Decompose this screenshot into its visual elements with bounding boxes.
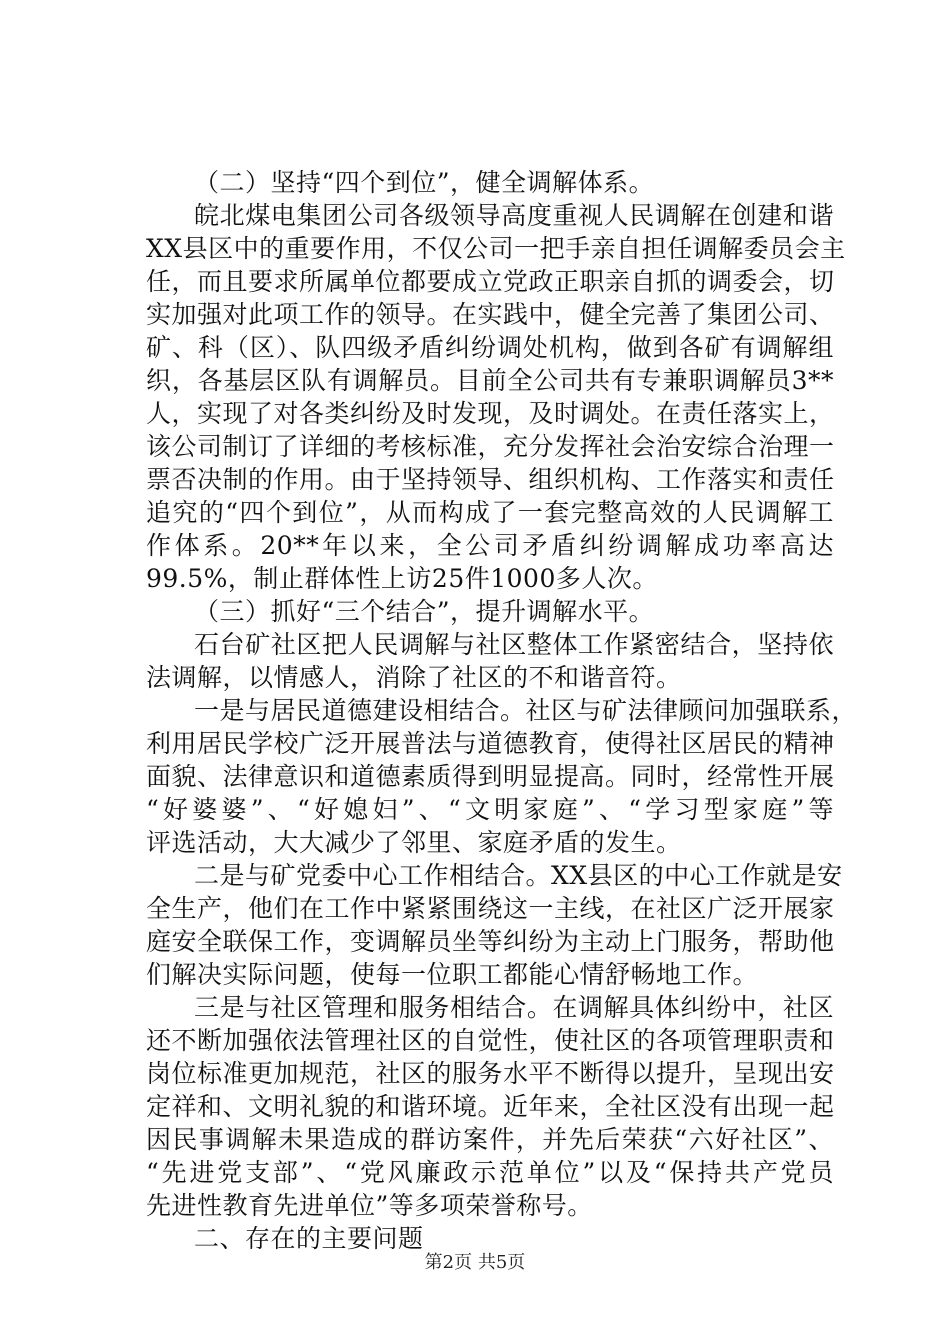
text-line: 评选活动，大大减少了邻里、家庭矛盾的发生。: [146, 828, 682, 857]
text-line: “好婆婆”、“好媳妇”、“文明家庭”、“学习型家庭”等: [146, 795, 834, 824]
text-line: 一是与居民道德建设相结合。社区与矿法律顾问加强联系，: [194, 696, 858, 725]
text-line: 矿、科（区）、队四级矛盾纠纷调处机构，做到各矿有调解组: [146, 333, 834, 362]
text-line: 石台矿社区把人民调解与社区整体工作紧密结合，坚持依: [194, 630, 834, 659]
text-line: 法调解，以情感人，消除了社区的不和谐音符。: [146, 663, 682, 692]
text-line: 织，各基层区队有调解员。目前全公司共有专兼职调解员3**: [146, 366, 834, 395]
page-footer: 第2页 共5页: [424, 1252, 526, 1273]
text-line: 皖北煤电集团公司各级领导高度重视人民调解在创建和谐: [194, 201, 834, 230]
document-body: [146, 166, 858, 1255]
text-line: 庭安全联保工作，变调解员坐等纠纷为主动上门服务，帮助他: [146, 927, 835, 956]
text-line: 99.5%，制止群体性上访25件1000多人次。: [146, 564, 658, 593]
text-line: 面貌、法律意识和道德素质得到明显提高。同时，经常性开展: [146, 762, 835, 791]
text-line: 岗位标准更加规范，社区的服务水平不断得以提升，呈现出安: [146, 1059, 835, 1088]
text-line: 追究的“四个到位”，从而构成了一套完整高效的人民调解工: [146, 498, 834, 527]
text-line: 定祥和、文明礼貌的和谐环境。近年来，全社区没有出现一起: [146, 1092, 835, 1121]
text-line: 利用居民学校广泛开展普法与道德教育，使得社区居民的精神: [146, 729, 835, 758]
text-line: （三）抓好“三个结合”，提升调解水平。: [194, 597, 655, 626]
text-line: 该公司制订了详细的考核标准，充分发挥社会治安综合治理一: [146, 432, 835, 461]
text-line: （二）坚持“四个到位”，健全调解体系。: [194, 168, 655, 197]
text-line: 任，而且要求所属单位都要成立党政正职亲自抓的调委会，切: [146, 267, 835, 296]
text-line: 全生产，他们在工作中紧紧围绕这一主线，在社区广泛开展家: [146, 894, 835, 923]
text-line: 二、存在的主要问题: [194, 1224, 424, 1253]
text-line: 三是与社区管理和服务相结合。在调解具体纠纷中，社区: [194, 993, 834, 1022]
text-line: 人，实现了对各类纠纷及时发现，及时调处。在责任落实上，: [146, 399, 835, 428]
text-line: 二是与矿党委中心工作相结合。XX县区的中心工作就是安: [194, 861, 843, 890]
text-line: “先进党支部”、“党风廉政示范单位”以及“保持共产党员: [146, 1158, 834, 1187]
text-line: 因民事调解未果造成的群访案件，并先后荣获“六好社区”、: [146, 1125, 834, 1154]
text-line: 还不断加强依法管理社区的自觉性，使社区的各项管理职责和: [146, 1026, 835, 1055]
text-line: XX县区中的重要作用，不仅公司一把手亲自担任调解委员会主: [146, 234, 846, 263]
text-line: 先进性教育先进单位”等多项荣誉称号。: [146, 1191, 593, 1220]
text-line: 票否决制的作用。由于坚持领导、组织机构、工作落实和责任: [146, 465, 835, 494]
text-line: 作体系。20**年以来，全公司矛盾纠纷调解成功率高达: [146, 531, 834, 560]
text-line: 们解决实际问题，使每一位职工都能心情舒畅地工作。: [146, 960, 759, 989]
text-line: 实加强对此项工作的领导。在实践中，健全完善了集团公司、: [146, 300, 835, 329]
